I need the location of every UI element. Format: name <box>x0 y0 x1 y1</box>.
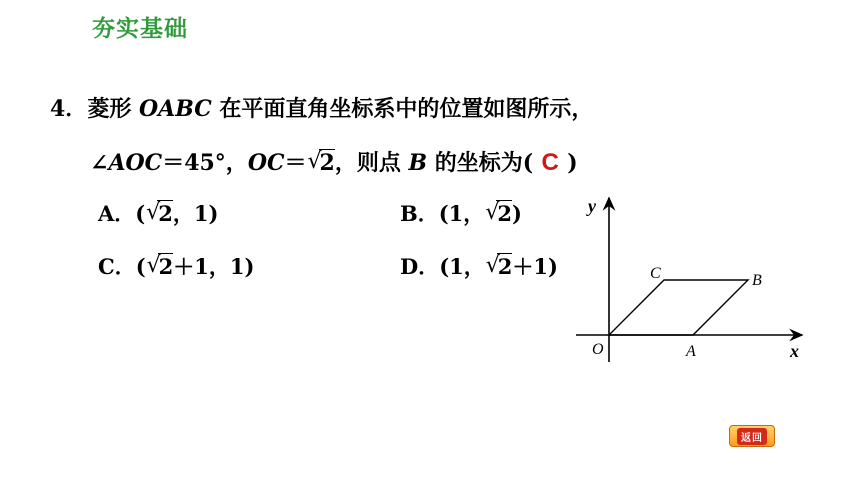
option-d[interactable] <box>400 251 558 281</box>
option-b-rest: ) <box>511 201 522 226</box>
return-button-label: 返回 <box>737 428 767 445</box>
answer-choice: C <box>541 149 559 176</box>
origin-label: O <box>592 341 604 358</box>
return-button[interactable] <box>729 425 775 447</box>
point-c-label: C <box>650 265 661 282</box>
question-line-2 <box>90 146 578 177</box>
point-b-label: B <box>752 272 762 289</box>
option-a-label: A．( <box>98 201 146 226</box>
option-a-rest: ，1) <box>172 201 219 226</box>
option-a[interactable] <box>98 198 218 228</box>
radical-sign-icon: √ <box>485 253 500 278</box>
sqrt-expression <box>308 150 335 176</box>
option-c-rest: ＋1，1) <box>173 254 255 279</box>
question-text-rest: 在平面直角坐标系中的位置如图所示， <box>211 96 594 122</box>
option-c-sqrt <box>147 254 174 279</box>
option-a-radicand: 2 <box>158 201 173 226</box>
section-title: 夯实基础 <box>92 16 188 42</box>
option-d-label: D．(1， <box>400 254 485 279</box>
point-name: B <box>408 150 428 176</box>
question-text: 菱形 <box>87 96 139 122</box>
angle-value: ＝45°， <box>162 150 248 176</box>
point-a-label: A <box>686 343 696 360</box>
segment-equals: ＝ <box>284 150 307 176</box>
sqrt-radicand: 2 <box>319 150 335 176</box>
axis-y-label: y <box>588 196 596 216</box>
question-mid-text: ，则点 <box>334 150 409 176</box>
option-a-sqrt <box>146 201 173 226</box>
radical-sign-icon: √ <box>146 200 161 225</box>
option-d-radicand: 2 <box>497 254 513 279</box>
angle-symbol: ∠ <box>90 150 109 176</box>
segment-name: OC <box>247 150 285 176</box>
option-c[interactable] <box>98 251 254 281</box>
option-b-radicand: 2 <box>497 201 512 226</box>
question-tail-text: 的坐标为( <box>427 150 534 176</box>
rhombus-oabc <box>609 280 748 335</box>
option-d-sqrt <box>486 254 513 279</box>
rhombus-name: OABC <box>138 96 212 122</box>
option-b-label: B．(1， <box>400 201 485 226</box>
option-d-rest: ＋1) <box>512 254 558 279</box>
option-b[interactable] <box>400 198 522 228</box>
radical-sign-icon: √ <box>485 200 500 225</box>
option-b-sqrt <box>485 201 512 226</box>
radical-sign-icon: √ <box>146 253 161 278</box>
option-c-label: C．( <box>98 254 146 279</box>
axis-x-label: x <box>790 341 799 361</box>
question-number: 4． <box>50 96 88 122</box>
option-c-radicand: 2 <box>158 254 174 279</box>
question-line-1 <box>50 92 593 123</box>
radical-sign-icon: √ <box>307 149 322 174</box>
angle-name: AOC <box>108 150 163 176</box>
coordinate-figure <box>570 192 810 372</box>
close-paren: ) <box>567 150 578 176</box>
